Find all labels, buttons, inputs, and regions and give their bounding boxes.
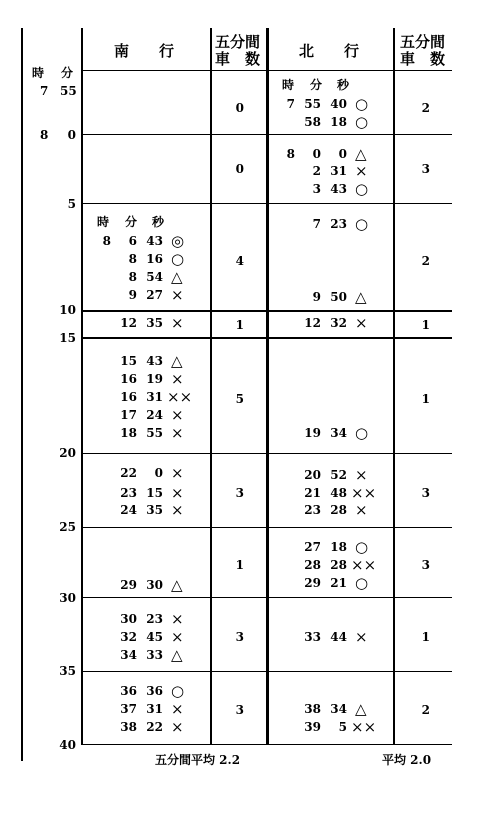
south-entry-minute: 18 xyxy=(120,426,137,440)
south-entry-symbol: × xyxy=(171,314,184,332)
south-entry-symbol: ×× xyxy=(167,388,193,406)
south-entry-symbol: × xyxy=(171,610,184,628)
north-unit-hour: 時 xyxy=(282,78,295,92)
south-five-minute-count: 3 xyxy=(235,703,244,717)
north-entry-second: 43 xyxy=(330,182,347,196)
south-entry-minute: 24 xyxy=(120,503,137,517)
north-entry-symbol: ○ xyxy=(355,215,369,233)
south-unit-hour: 時 xyxy=(97,215,110,229)
south-entry-minute: 16 xyxy=(120,390,137,404)
south-entry-symbol: × xyxy=(171,424,184,442)
south-entry-second: 33 xyxy=(146,648,163,662)
block-divider xyxy=(81,744,452,745)
south-entry-symbol: × xyxy=(171,628,184,646)
north-five-minute-count: 2 xyxy=(421,254,430,268)
axis-tick-minute: 20 xyxy=(59,446,76,460)
south-entry-minute: 38 xyxy=(120,720,137,734)
south-entry-symbol: ○ xyxy=(171,682,185,700)
axis-tick-minute: 25 xyxy=(59,520,76,534)
block-divider xyxy=(81,337,452,339)
center-divider xyxy=(266,28,269,744)
north-entry-minute: 19 xyxy=(304,426,321,440)
block-divider xyxy=(81,134,452,135)
south-five-minute-count: 5 xyxy=(235,392,244,406)
north-entry-minute: 20 xyxy=(304,468,321,482)
north-entry-second: 32 xyxy=(330,316,347,330)
north-entry-minute: 33 xyxy=(304,630,321,644)
north-five-minute-count: 3 xyxy=(421,558,430,572)
south-entry-minute: 6 xyxy=(128,234,137,248)
north-entry-second: 18 xyxy=(330,115,347,129)
axis-unit-minute: 分 xyxy=(61,66,74,80)
axis-start-minute: 55 xyxy=(60,84,77,98)
south-entry-second: 43 xyxy=(146,234,163,248)
south-entry-second: 19 xyxy=(146,372,163,386)
south-entry-minute: 16 xyxy=(120,372,137,386)
north-entry-minute: 27 xyxy=(304,540,321,554)
north-entry-symbol: ○ xyxy=(355,538,369,556)
axis-tick-minute: 0 xyxy=(67,128,76,142)
north-entry-symbol: × xyxy=(355,466,368,484)
north-entry-second: 28 xyxy=(330,503,347,517)
north-entry-minute: 9 xyxy=(312,290,321,304)
north-entry-second: 23 xyxy=(330,217,347,231)
block-divider xyxy=(81,527,452,528)
north-entry-second: 34 xyxy=(330,426,347,440)
north-entry-minute: 23 xyxy=(304,503,321,517)
south-entry-symbol: △ xyxy=(171,576,183,594)
south-entry-second: 22 xyxy=(146,720,163,734)
axis-tick-minute: 10 xyxy=(59,303,76,317)
south-entry-minute: 29 xyxy=(120,578,137,592)
south-average: 五分間平均 2.2 xyxy=(155,753,241,767)
south-entry-second: 45 xyxy=(146,630,163,644)
south-entry-symbol: △ xyxy=(171,268,183,286)
south-five-minute-count: 0 xyxy=(235,162,244,176)
south-entry-symbol: △ xyxy=(171,646,183,664)
axis-tick-minute: 15 xyxy=(59,331,76,345)
south-entry-second: 31 xyxy=(146,702,163,716)
south-five-minute-count: 1 xyxy=(235,558,244,572)
axis-start-hour: 7 xyxy=(40,84,49,98)
north-entry-minute: 21 xyxy=(304,486,321,500)
north-entry-symbol: ○ xyxy=(355,95,369,113)
north-entry-second: 31 xyxy=(330,164,347,178)
south-five-minute-count: 3 xyxy=(235,486,244,500)
south-entry-second: 55 xyxy=(146,426,163,440)
north-entry-second: 5 xyxy=(338,720,347,734)
south-entry-symbol: × xyxy=(171,370,184,388)
south-entry-second: 24 xyxy=(146,408,163,422)
axis-tick-hour: 8 xyxy=(40,128,49,142)
north-entry-symbol: △ xyxy=(355,700,367,718)
north-entry-hour: 8 xyxy=(286,147,295,161)
north-entry-symbol: ×× xyxy=(351,718,377,736)
south-entry-second: 35 xyxy=(146,503,163,517)
south-entry-symbol: × xyxy=(171,484,184,502)
south-count-header-line2: 車 数 xyxy=(215,50,261,68)
south-five-minute-count: 0 xyxy=(235,101,244,115)
south-entry-symbol: × xyxy=(171,286,184,304)
south-entry-symbol: × xyxy=(171,718,184,736)
north-entry-symbol: ○ xyxy=(355,180,369,198)
north-entry-second: 18 xyxy=(330,540,347,554)
south-entry-minute: 22 xyxy=(120,466,137,480)
south-entry-second: 31 xyxy=(146,390,163,404)
north-five-minute-count: 2 xyxy=(421,101,430,115)
south-entry-hour: 8 xyxy=(102,234,111,248)
south-entry-symbol: × xyxy=(171,700,184,718)
north-entry-symbol: × xyxy=(355,501,368,519)
north-five-minute-count: 1 xyxy=(421,392,430,406)
south-entry-minute: 30 xyxy=(120,612,137,626)
south-entry-symbol: × xyxy=(171,501,184,519)
north-entry-second: 40 xyxy=(330,97,347,111)
south-entry-second: 36 xyxy=(146,684,163,698)
south-entry-minute: 9 xyxy=(128,288,137,302)
north-entry-minute: 38 xyxy=(304,702,321,716)
north-entry-minute: 29 xyxy=(304,576,321,590)
south-entry-second: 27 xyxy=(146,288,163,302)
south-entry-minute: 17 xyxy=(120,408,137,422)
north-count-header-line1: 五分間 xyxy=(400,33,446,51)
north-five-minute-count: 1 xyxy=(421,318,430,332)
north-entry-symbol: × xyxy=(355,162,368,180)
north-average: 平均 2.0 xyxy=(382,753,432,767)
north-five-minute-count: 2 xyxy=(421,703,430,717)
north-entry-minute: 3 xyxy=(312,182,321,196)
south-entry-minute: 32 xyxy=(120,630,137,644)
north-entry-hour: 7 xyxy=(286,97,295,111)
north-entry-symbol: △ xyxy=(355,145,367,163)
south-entry-minute: 34 xyxy=(120,648,137,662)
south-entry-second: 15 xyxy=(146,486,163,500)
north-entry-symbol: ×× xyxy=(351,484,377,502)
north-five-minute-count: 3 xyxy=(421,162,430,176)
south-entry-minute: 8 xyxy=(128,252,137,266)
south-five-minute-count: 1 xyxy=(235,318,244,332)
north-entry-symbol: ○ xyxy=(355,113,369,131)
south-entry-minute: 23 xyxy=(120,486,137,500)
north-entry-minute: 28 xyxy=(304,558,321,572)
north-entry-symbol: ○ xyxy=(355,574,369,592)
axis-unit-hour: 時 xyxy=(32,66,45,80)
south-header: 南 行 xyxy=(114,42,175,60)
header-rule xyxy=(81,70,452,71)
north-entry-symbol: × xyxy=(355,314,368,332)
north-unit-second: 秒 xyxy=(337,78,350,92)
north-count-divider xyxy=(393,28,395,744)
north-entry-symbol: ○ xyxy=(355,424,369,442)
north-entry-minute: 2 xyxy=(312,164,321,178)
south-count-header-line1: 五分間 xyxy=(215,33,261,51)
block-divider xyxy=(81,597,452,598)
south-entry-minute: 15 xyxy=(120,354,137,368)
axis-line xyxy=(81,28,83,744)
south-five-minute-count: 3 xyxy=(235,630,244,644)
south-entry-second: 0 xyxy=(154,466,163,480)
axis-tick-minute: 5 xyxy=(67,197,76,211)
south-entry-minute: 37 xyxy=(120,702,137,716)
north-entry-second: 44 xyxy=(330,630,347,644)
south-entry-minute: 8 xyxy=(128,270,137,284)
north-entry-minute: 0 xyxy=(312,147,321,161)
north-entry-minute: 7 xyxy=(312,217,321,231)
south-entry-second: 23 xyxy=(146,612,163,626)
north-count-header-line2: 車 数 xyxy=(400,50,446,68)
north-entry-minute: 12 xyxy=(304,316,321,330)
south-entry-second: 16 xyxy=(146,252,163,266)
south-entry-symbol: ○ xyxy=(171,250,185,268)
north-entry-symbol: × xyxy=(355,628,368,646)
south-count-divider xyxy=(210,28,212,744)
north-entry-symbol: △ xyxy=(355,288,367,306)
north-entry-second: 21 xyxy=(330,576,347,590)
south-unit-second: 秒 xyxy=(152,215,165,229)
south-entry-minute: 36 xyxy=(120,684,137,698)
left-border xyxy=(21,28,23,761)
south-entry-second: 43 xyxy=(146,354,163,368)
axis-tick-minute: 30 xyxy=(59,591,76,605)
north-entry-second: 50 xyxy=(330,290,347,304)
north-entry-second: 28 xyxy=(330,558,347,572)
south-entry-second: 30 xyxy=(146,578,163,592)
north-entry-symbol: ×× xyxy=(351,556,377,574)
north-entry-second: 34 xyxy=(330,702,347,716)
north-header: 北 行 xyxy=(299,42,360,60)
block-divider xyxy=(81,453,452,454)
north-entry-minute: 58 xyxy=(304,115,321,129)
south-entry-minute: 12 xyxy=(120,316,137,330)
north-five-minute-count: 1 xyxy=(421,630,430,644)
north-entry-second: 48 xyxy=(330,486,347,500)
north-entry-minute: 39 xyxy=(304,720,321,734)
block-divider xyxy=(81,310,452,312)
south-entry-second: 54 xyxy=(146,270,163,284)
south-entry-symbol: × xyxy=(171,406,184,424)
north-unit-minute: 分 xyxy=(310,78,323,92)
axis-tick-minute: 40 xyxy=(59,738,76,752)
block-divider xyxy=(81,671,452,672)
north-five-minute-count: 3 xyxy=(421,486,430,500)
south-entry-symbol: △ xyxy=(171,352,183,370)
south-entry-second: 35 xyxy=(146,316,163,330)
axis-tick-minute: 35 xyxy=(59,664,76,678)
south-entry-symbol: ◎ xyxy=(171,232,185,250)
north-entry-second: 0 xyxy=(338,147,347,161)
south-five-minute-count: 4 xyxy=(235,254,244,268)
north-entry-second: 52 xyxy=(330,468,347,482)
south-unit-minute: 分 xyxy=(125,215,138,229)
north-entry-minute: 55 xyxy=(304,97,321,111)
block-divider xyxy=(81,203,452,204)
south-entry-symbol: × xyxy=(171,464,184,482)
